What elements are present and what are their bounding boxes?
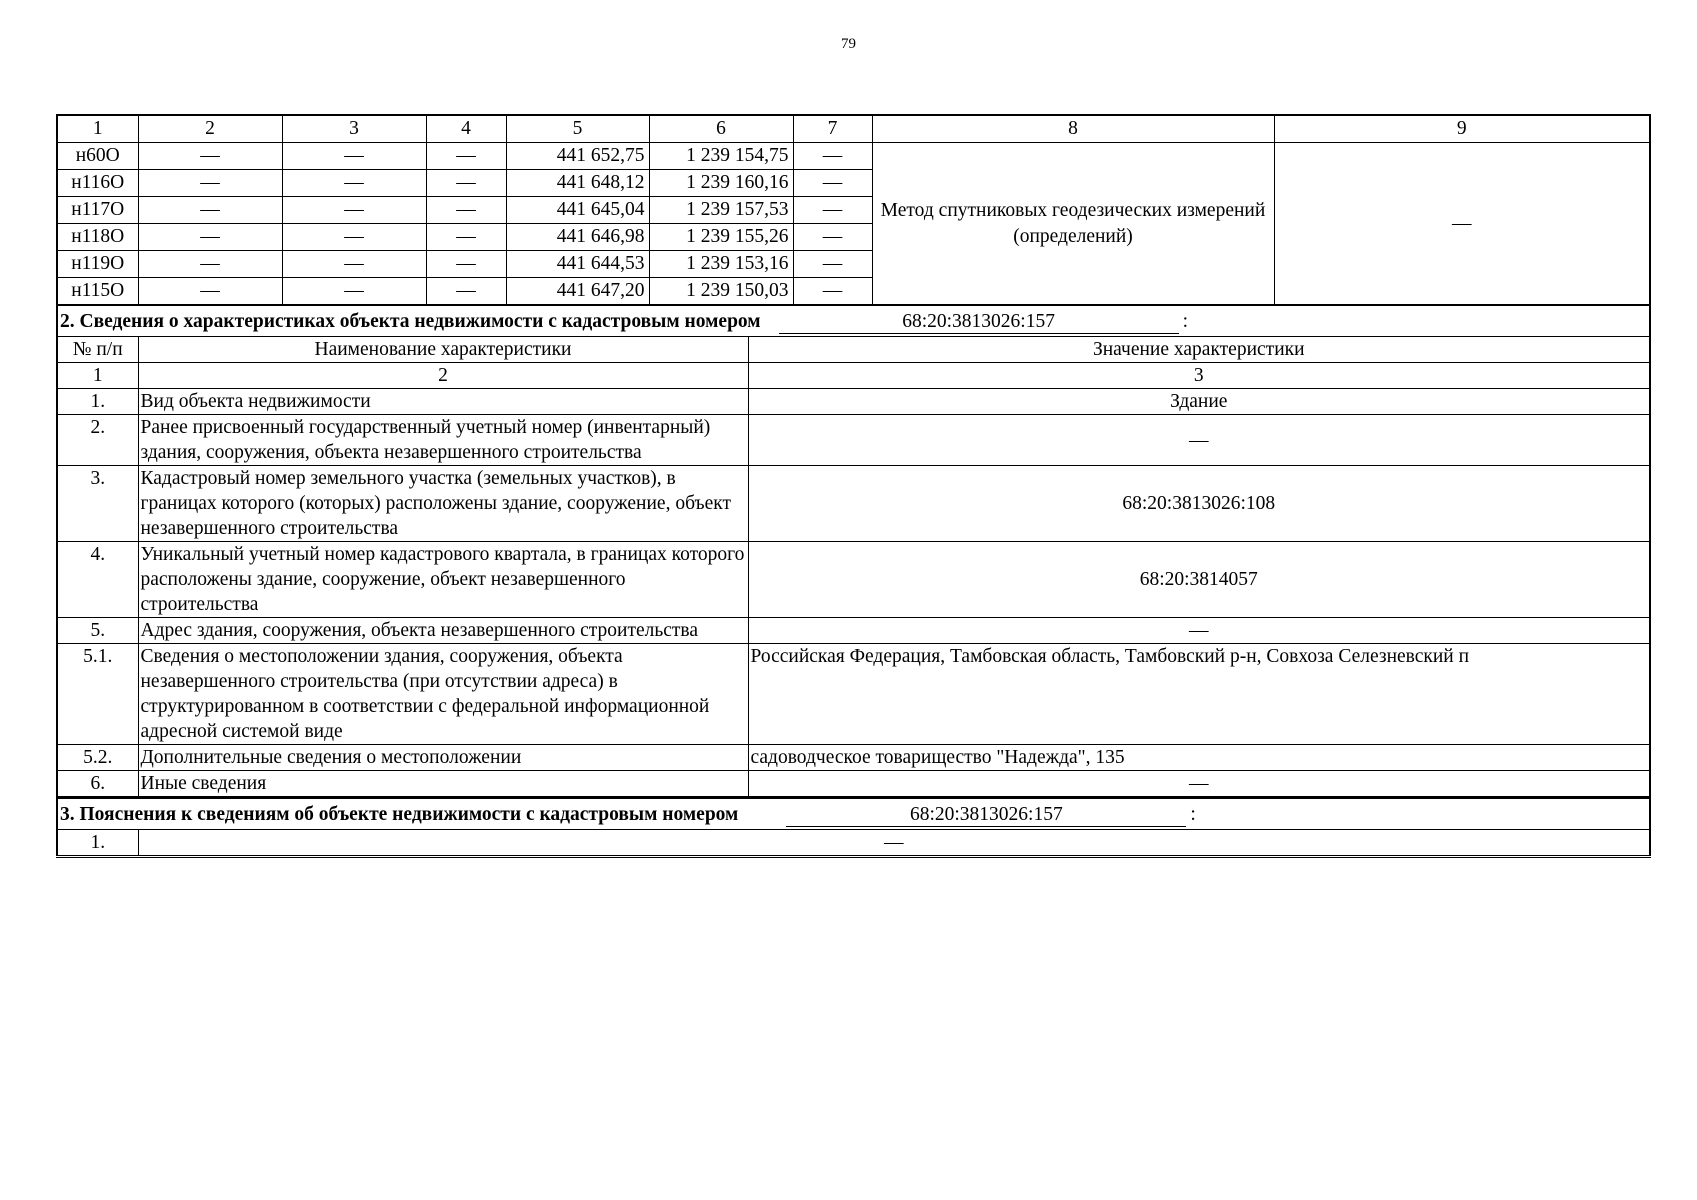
header-cell: Значение характеристики	[748, 337, 1650, 363]
point-name: н118О	[57, 224, 138, 251]
characteristics-table	[56, 306, 1651, 797]
point-name: н116О	[57, 170, 138, 197]
characteristic-value: садоводческое товарищество "Надежда", 135	[748, 745, 1650, 771]
coordinate-x: 441 648,12	[506, 170, 649, 197]
table-cell: —	[138, 170, 282, 197]
table-cell: —	[138, 278, 282, 306]
characteristic-value: Российская Федерация, Тамбовская область, Тамбовский р-н, Совхоза Селезневский п	[748, 644, 1650, 745]
table-cell: —	[426, 170, 506, 197]
column-number: 1	[57, 363, 138, 389]
section2-colon: :	[1182, 310, 1189, 332]
table-cell: —	[426, 251, 506, 278]
row-number: 4.	[57, 542, 138, 618]
section2-header-row	[57, 337, 1650, 363]
coordinates-table	[56, 114, 1651, 306]
characteristic-name: Дополнительные сведения о местоположении	[138, 745, 748, 771]
header-cell: 3	[282, 115, 426, 143]
table-cell: —	[138, 143, 282, 170]
header-cell: 9	[1274, 115, 1650, 143]
coordinate-y: 1 239 155,26	[649, 224, 793, 251]
header-cell: 5	[506, 115, 649, 143]
table-row	[57, 644, 1650, 745]
point-name: н115О	[57, 278, 138, 306]
header-cell: 1	[57, 115, 138, 143]
header-cell: № п/п	[57, 337, 138, 363]
coordinate-y: 1 239 150,03	[649, 278, 793, 306]
section3-cadastral-number: 68:20:3813026:157	[786, 804, 1186, 827]
characteristic-name: Вид объекта недвижимости	[138, 389, 748, 415]
table-cell: —	[282, 170, 426, 197]
section3-heading-row	[57, 798, 1650, 830]
header-cell: 2	[138, 115, 282, 143]
table-row	[57, 745, 1650, 771]
characteristic-name: Сведения о местоположении здания, сооружения, объекта незавершенного строительства (при отсутствии адреса) в структурированном в соответствии с федеральной информационной адресной системой виде	[138, 644, 748, 745]
row-number: 3.	[57, 466, 138, 542]
table-cell: —	[282, 197, 426, 224]
table-row	[57, 542, 1650, 618]
row-number: 5.2.	[57, 745, 138, 771]
characteristic-name: Кадастровый номер земельного участка (земельных участков), в границах которого (которых) расположены здание, сооружение, объект незавершенного строительства	[138, 466, 748, 542]
coordinates-header-row	[57, 115, 1650, 143]
characteristic-name: Уникальный учетный номер кадастрового квартала, в границах которого расположены здание, сооружение, объект незавершенного строительства	[138, 542, 748, 618]
table-cell: —	[793, 143, 872, 170]
point-name: н117О	[57, 197, 138, 224]
table-cell: —	[282, 143, 426, 170]
section3-title: 3. Пояснения к сведениям об объекте недвижимости с кадастровым номером	[60, 803, 739, 825]
section2-title: 2. Сведения о характеристиках объекта недвижимости с кадастровым номером	[60, 310, 761, 332]
section2-heading-row	[57, 306, 1650, 337]
coordinate-x: 441 647,20	[506, 278, 649, 306]
table-row	[57, 830, 1650, 857]
column9-cell: —	[1274, 143, 1650, 306]
table-row	[57, 143, 1650, 170]
characteristic-name: Иные сведения	[138, 771, 748, 797]
method-cell: Метод спутниковых геодезических измерений (определений)	[872, 143, 1274, 306]
point-name: н119О	[57, 251, 138, 278]
table-cell: —	[426, 278, 506, 306]
row-number: 5.	[57, 618, 138, 644]
header-cell: 8	[872, 115, 1274, 143]
coordinate-x: 441 646,98	[506, 224, 649, 251]
table-cell: —	[793, 278, 872, 306]
row-number: 6.	[57, 771, 138, 797]
coordinate-y: 1 239 153,16	[649, 251, 793, 278]
characteristic-value: —	[748, 618, 1650, 644]
table-cell: —	[793, 197, 872, 224]
characteristic-value: Здание	[748, 389, 1650, 415]
coordinate-x: 441 644,53	[506, 251, 649, 278]
document-sheet	[56, 114, 1649, 858]
table-cell: —	[138, 224, 282, 251]
coordinate-y: 1 239 157,53	[649, 197, 793, 224]
table-cell: —	[282, 278, 426, 306]
table-cell: —	[138, 197, 282, 224]
header-cell: 7	[793, 115, 872, 143]
table-cell: —	[793, 170, 872, 197]
section2-numbers-row	[57, 363, 1650, 389]
characteristic-value: 68:20:3814057	[748, 542, 1650, 618]
coordinate-y: 1 239 160,16	[649, 170, 793, 197]
table-cell: —	[793, 251, 872, 278]
section3-heading	[57, 798, 1650, 830]
table-cell: —	[282, 251, 426, 278]
point-name: н60О	[57, 143, 138, 170]
table-row	[57, 389, 1650, 415]
page-number: 79	[841, 36, 856, 52]
section3-colon: :	[1190, 803, 1196, 825]
table-cell: —	[793, 224, 872, 251]
column-number: 3	[748, 363, 1650, 389]
table-cell: —	[426, 197, 506, 224]
table-cell: —	[282, 224, 426, 251]
table-cell: —	[138, 251, 282, 278]
row-number: 2.	[57, 415, 138, 466]
column-number: 2	[138, 363, 748, 389]
table-cell: —	[426, 224, 506, 251]
table-row	[57, 466, 1650, 542]
header-cell: Наименование характеристики	[138, 337, 748, 363]
characteristic-name: Адрес здания, сооружения, объекта незавершенного строительства	[138, 618, 748, 644]
characteristic-value: 68:20:3813026:108	[748, 466, 1650, 542]
coordinate-x: 441 652,75	[506, 143, 649, 170]
table-row	[57, 618, 1650, 644]
characteristic-value: —	[748, 771, 1650, 797]
explanation-value: —	[138, 830, 1650, 857]
section2-cadastral-number: 68:20:3813026:157	[779, 311, 1179, 334]
coordinate-y: 1 239 154,75	[649, 143, 793, 170]
row-number: 1.	[57, 830, 138, 857]
characteristic-name: Ранее присвоенный государственный учетный номер (инвентарный) здания, сооружения, объекта незавершенного строительства	[138, 415, 748, 466]
characteristic-value: —	[748, 415, 1650, 466]
table-row	[57, 771, 1650, 797]
header-cell: 4	[426, 115, 506, 143]
coordinate-x: 441 645,04	[506, 197, 649, 224]
table-row	[57, 415, 1650, 466]
row-number: 5.1.	[57, 644, 138, 745]
explanations-table	[56, 797, 1651, 858]
header-cell: 6	[649, 115, 793, 143]
row-number: 1.	[57, 389, 138, 415]
section2-heading	[57, 306, 1650, 337]
table-cell: —	[426, 143, 506, 170]
